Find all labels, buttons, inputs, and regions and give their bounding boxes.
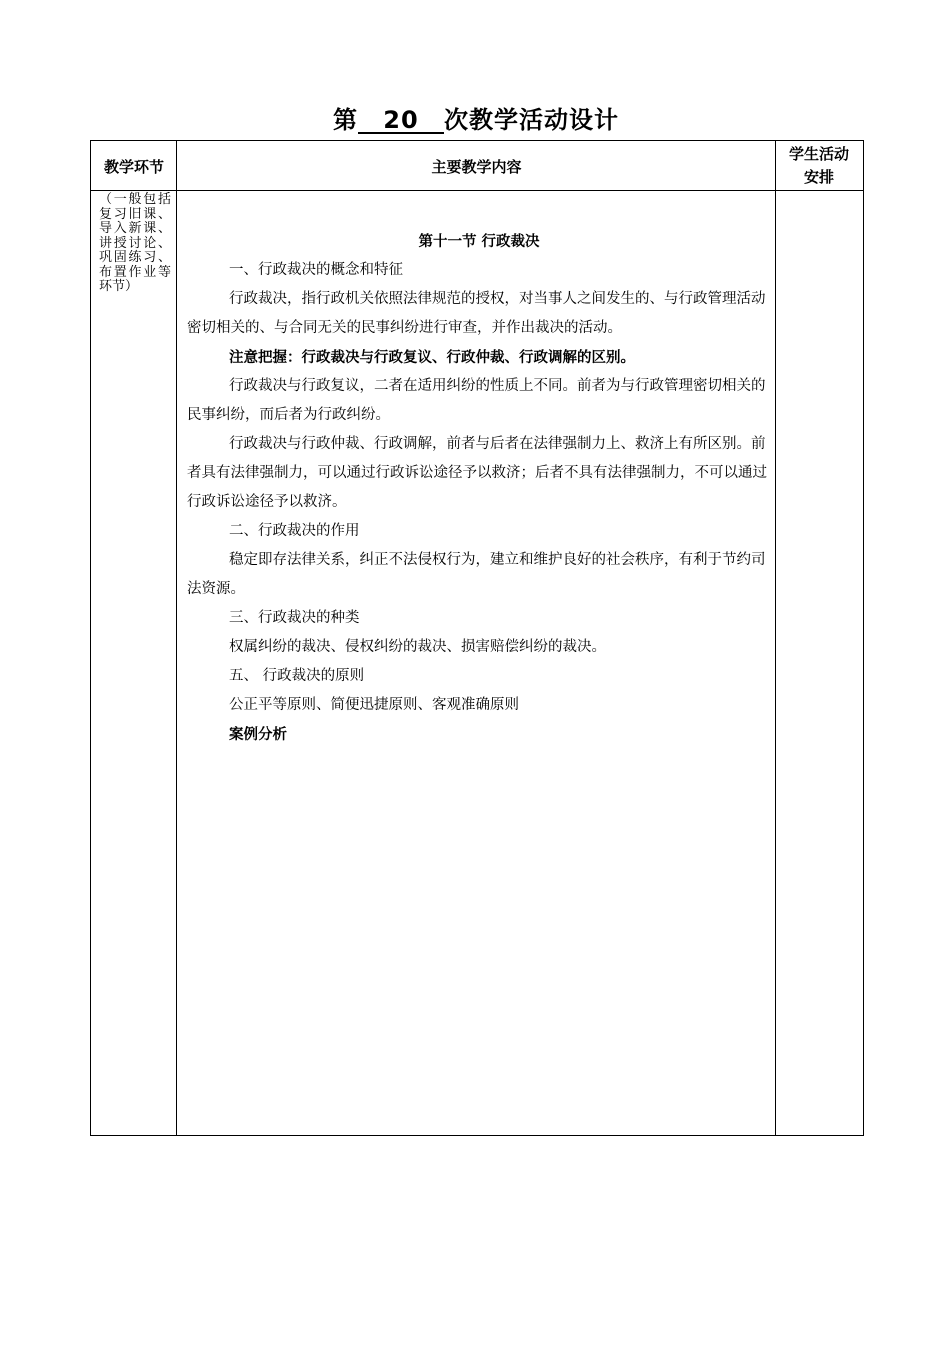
heading-1: 一、行政裁决的概念和特征 bbox=[229, 262, 403, 278]
column-divider-left bbox=[176, 141, 177, 1135]
main-content bbox=[187, 225, 771, 749]
header-main-content bbox=[177, 141, 776, 191]
header-teaching-stage bbox=[91, 141, 177, 191]
title-prefix: 第 bbox=[333, 106, 358, 134]
heading-3: 三、行政裁决的种类 bbox=[229, 610, 360, 626]
note-bold: 注意把握：行政裁决与行政复议、行政仲裁、行政调解的区别。 bbox=[229, 349, 635, 366]
section-title: 第十一节 行政裁决 bbox=[418, 233, 540, 250]
paragraph-5: 权属纠纷的裁决、侵权纠纷的裁决、损害赔偿纠纷的裁决。 bbox=[229, 639, 606, 655]
header-student-activity-line1: 学生活动 bbox=[788, 145, 849, 163]
column-divider-right bbox=[775, 141, 776, 1135]
title-number: 20 bbox=[358, 108, 444, 134]
header-student-activity bbox=[776, 141, 862, 191]
paragraph-2: 行政裁决与行政复议，二者在适用纠纷的性质上不同。前者为与行政管理密切相关的民事纠纷，而后者为行政纠纷。 bbox=[187, 378, 766, 423]
title-suffix: 次教学活动设计 bbox=[444, 106, 619, 134]
header-teaching-stage-label: 教学环节 bbox=[103, 157, 164, 176]
teaching-stage-note: （一般包括复习旧课、导入新课、讲授讨论、巩固练习、布置作业等环节） bbox=[99, 192, 171, 294]
heading-4: 五、 行政裁决的原则 bbox=[229, 668, 365, 684]
lesson-table bbox=[90, 140, 864, 1136]
page-title bbox=[0, 100, 952, 135]
header-main-content-label: 主要教学内容 bbox=[431, 157, 522, 176]
header-student-activity-line2: 安排 bbox=[803, 168, 834, 186]
heading-2: 二、行政裁决的作用 bbox=[229, 523, 360, 539]
paragraph-4: 稳定即存法律关系，纠正不法侵权行为，建立和维护良好的社会秩序，有利于节约司法资源。 bbox=[187, 552, 766, 597]
paragraph-3: 行政裁决与行政仲裁、行政调解，前者与后者在法律强制力上、救济上有所区别。前者具有法律强制力，可以通过行政诉讼途径予以救济；后者不具有法律强制力，不可以通过行政诉讼途径予以救济。 bbox=[187, 436, 767, 510]
paragraph-1: 行政裁决，指行政机关依照法律规范的授权，对当事人之间发生的、与行政管理活动密切相关的、与合同无关的民事纠纷进行审查，并作出裁决的活动。 bbox=[187, 291, 766, 336]
case-analysis: 案例分析 bbox=[229, 726, 287, 743]
paragraph-6: 公正平等原则、简便迅捷原则、客观准确原则 bbox=[229, 697, 519, 713]
